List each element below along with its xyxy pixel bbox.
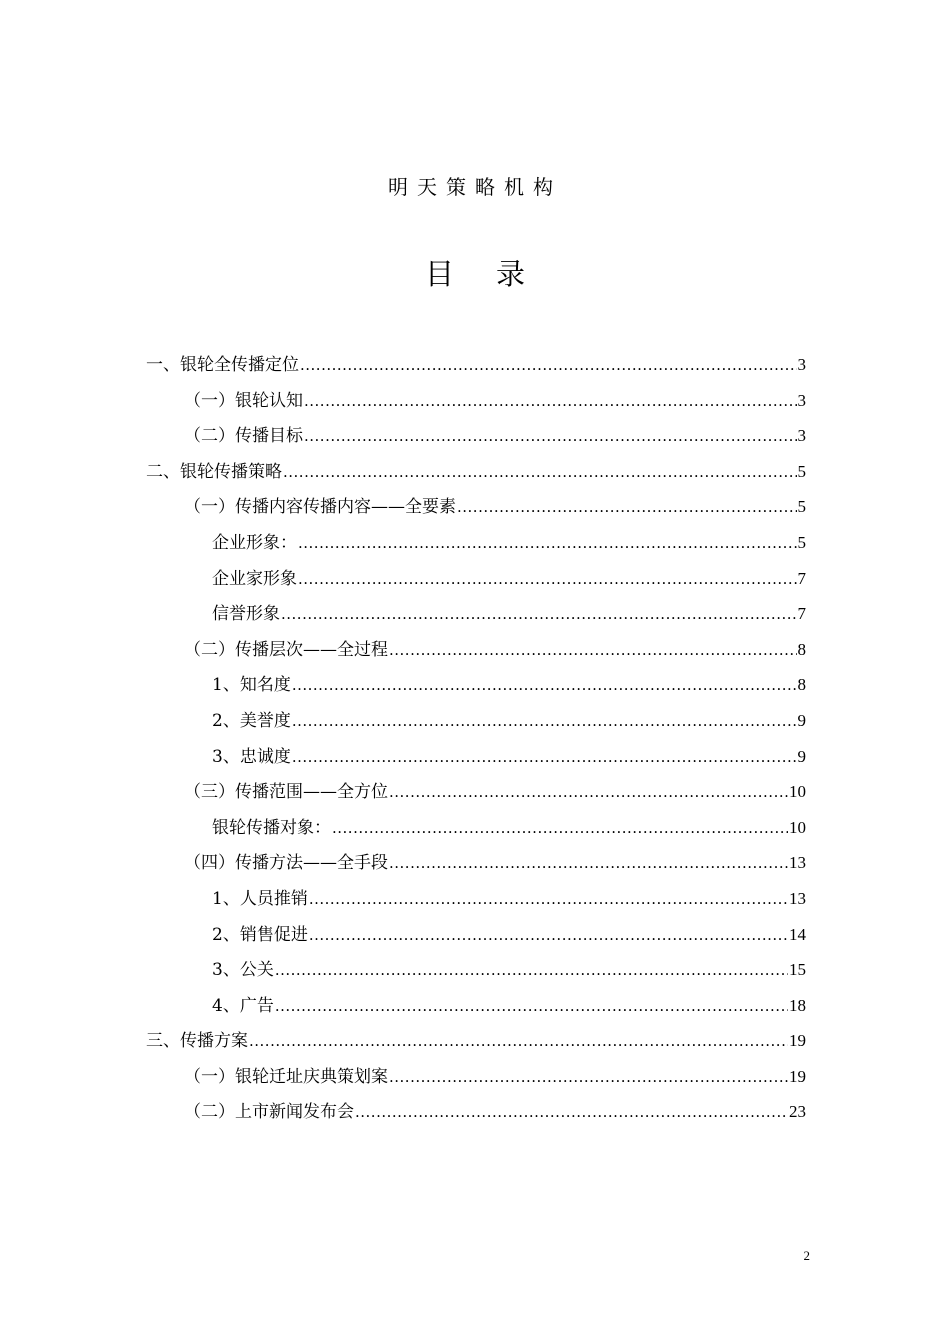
toc-entry-page: 5 — [797, 497, 806, 517]
toc-entry-page: 7 — [797, 568, 806, 588]
toc-entry-text: （二）上市新闻发布会 — [184, 1102, 354, 1123]
toc-dot-leader — [298, 562, 797, 598]
toc-dot-leader — [292, 668, 797, 704]
toc-entry-text: （二）传播目标 — [184, 426, 303, 447]
toc-entry-text: 银轮传播对象： — [212, 817, 331, 838]
toc-entry[interactable] — [146, 881, 806, 917]
toc-title: 目录 — [424, 257, 567, 291]
toc-dot-leader — [389, 775, 788, 811]
toc-entry-page: 18 — [789, 995, 806, 1015]
organization-name: 明天策略机构 — [388, 175, 562, 199]
toc-entry[interactable] — [146, 596, 806, 632]
toc-entry-text: （一）传播内容传播内容——全要素 — [184, 497, 456, 518]
toc-entry-page: 19 — [789, 1031, 806, 1051]
toc-entry[interactable] — [146, 1023, 806, 1059]
toc-entry-page: 19 — [789, 1066, 806, 1086]
toc-entry-page: 14 — [789, 924, 806, 944]
toc-entry-page: 7 — [797, 604, 806, 624]
toc-entry-text: 二、银轮传播策略 — [146, 461, 282, 482]
toc-dot-leader — [389, 633, 797, 669]
toc-entry-page: 5 — [797, 461, 806, 481]
toc-dot-leader — [389, 846, 788, 882]
toc-entry-page: 13 — [789, 853, 806, 873]
toc-entry-page: 10 — [789, 817, 806, 837]
toc-entry[interactable] — [146, 810, 806, 846]
toc-entry-page: 8 — [797, 639, 806, 659]
toc-dot-leader — [332, 811, 788, 847]
toc-entry[interactable] — [146, 703, 806, 739]
toc-entry[interactable] — [146, 418, 806, 454]
toc-entry-text: 3、公关 — [212, 960, 274, 981]
toc-entry-page: 3 — [797, 355, 806, 374]
toc-dot-leader — [304, 419, 797, 455]
toc-entry[interactable] — [146, 952, 806, 988]
toc-entry-text: （一）银轮迁址庆典策划案 — [184, 1066, 388, 1087]
toc-dot-leader — [309, 882, 788, 918]
toc-entry-page: 9 — [797, 746, 806, 766]
toc-dot-leader — [300, 348, 797, 384]
toc-entry-text: 1、人员推销 — [212, 888, 308, 909]
toc-entry[interactable] — [146, 739, 806, 775]
toc-dot-leader — [249, 1024, 788, 1060]
toc-entry-page: 9 — [797, 710, 806, 730]
toc-entry-page: 13 — [789, 888, 806, 908]
toc-entry[interactable] — [146, 525, 806, 561]
toc-entry[interactable] — [146, 1094, 806, 1130]
toc-entry[interactable] — [146, 489, 806, 525]
toc-entry-text: （三）传播范围——全方位 — [184, 782, 388, 803]
toc-entry-text: 企业家形象 — [212, 568, 297, 589]
toc-entry[interactable] — [146, 845, 806, 881]
toc-entry-page: 8 — [797, 675, 806, 695]
toc-entry[interactable] — [146, 1059, 806, 1095]
toc-entry-text: （二）传播层次——全过程 — [184, 639, 388, 660]
toc-entry-text: 2、销售促进 — [212, 924, 308, 945]
toc-entry-text: 4、广告 — [212, 995, 274, 1016]
toc-entry-text: （四）传播方法——全手段 — [184, 853, 388, 874]
toc-dot-leader — [457, 490, 797, 526]
toc-entry[interactable] — [146, 774, 806, 810]
table-of-contents — [146, 347, 806, 1130]
toc-dot-leader — [389, 1060, 788, 1096]
toc-entry-text: 1、知名度 — [212, 675, 291, 696]
toc-entry[interactable] — [146, 561, 806, 597]
toc-entry[interactable] — [146, 383, 806, 419]
toc-dot-leader — [298, 526, 797, 562]
toc-entry-page: 10 — [789, 782, 806, 802]
page-number: 2 — [803, 1248, 810, 1263]
toc-entry[interactable] — [146, 632, 806, 668]
toc-dot-leader — [309, 918, 788, 954]
toc-entry[interactable] — [146, 667, 806, 703]
toc-entry-page: 15 — [789, 960, 806, 980]
toc-dot-leader — [304, 384, 797, 420]
toc-entry-text: 一、银轮全传播定位 — [146, 355, 299, 375]
toc-entry-text: （一）银轮认知 — [184, 390, 303, 411]
toc-entry-text: 3、忠诚度 — [212, 746, 291, 767]
toc-dot-leader — [275, 989, 788, 1025]
toc-dot-leader — [283, 455, 797, 491]
toc-entry-page: 23 — [789, 1102, 806, 1122]
toc-entry-text: 企业形象： — [212, 532, 297, 553]
toc-dot-leader — [275, 953, 788, 989]
toc-entry-page: 3 — [797, 390, 806, 410]
toc-entry-page: 3 — [797, 426, 806, 446]
toc-entry[interactable] — [146, 988, 806, 1024]
toc-entry-page: 5 — [797, 532, 806, 552]
toc-entry-text: 信誉形象 — [212, 604, 280, 625]
toc-entry[interactable] — [146, 347, 806, 383]
toc-entry[interactable] — [146, 917, 806, 953]
toc-dot-leader — [292, 740, 797, 776]
toc-entry-text: 三、传播方案 — [146, 1031, 248, 1052]
toc-dot-leader — [355, 1095, 788, 1131]
toc-dot-leader — [292, 704, 797, 740]
toc-entry-text: 2、美誉度 — [212, 710, 291, 731]
toc-dot-leader — [281, 597, 797, 633]
toc-entry[interactable] — [146, 454, 806, 490]
